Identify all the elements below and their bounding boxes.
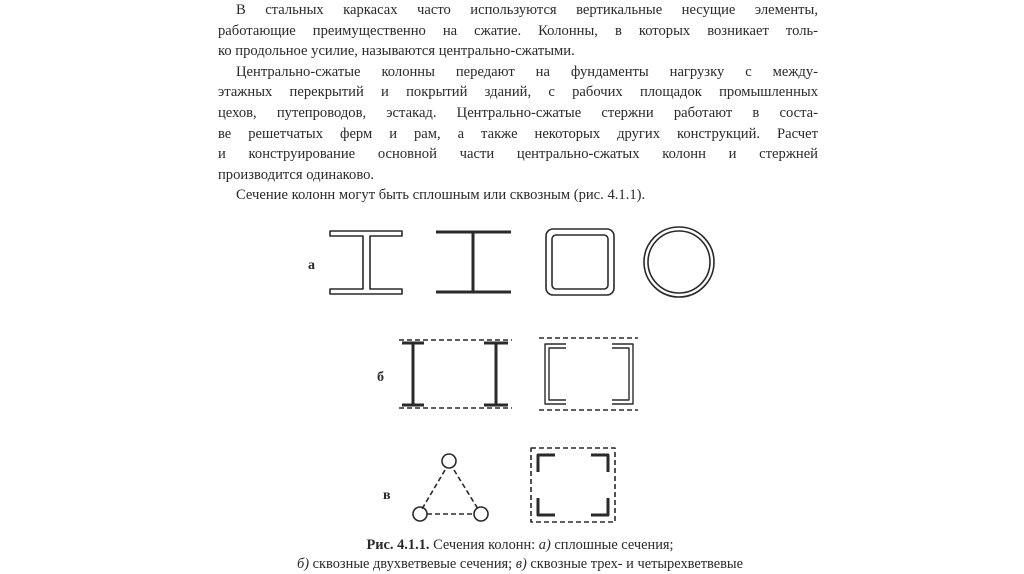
i-beam-rolled-section [436, 232, 511, 292]
square-tube-section [546, 229, 614, 295]
caption-v-text: сквозные трех- и четырехветвевые [530, 556, 743, 572]
two-branch-i-section [399, 340, 512, 408]
figure-caption-line-2 [240, 555, 800, 574]
caption-b-text: сквозные двухветвевые сечения; [312, 556, 513, 572]
paragraph-2-line-6: производится одинаково. [218, 166, 375, 183]
row-label-v: в [383, 488, 391, 503]
caption-number: Рис. 4.1.1. [366, 537, 430, 553]
paragraph-2-line-3: цехов, путепроводов, эстакад. Центрально-сжатые стержни работают в соста- [218, 104, 818, 121]
paragraph-3-line-1: Сечение колонн могут быть сплошным или сквозным (рис. 4.1.1). [236, 187, 646, 204]
caption-a-text: сплошные сечения; [554, 537, 674, 553]
caption-title: Сечения колонн: [433, 537, 536, 553]
paragraph-2-line-5: и конструирование основной части центрально-сжатых колонн и стержней [218, 146, 818, 163]
caption-b-letter: б) [297, 556, 310, 572]
paragraph-2-line-1: Центрально-сжатые колонны передают на фундаменты нагрузку с между- [236, 63, 818, 80]
paragraph-2-line-2: этажных перекрытий и покрытий зданий, с рабочих площадок промышленных [218, 84, 818, 101]
caption-v-letter: в) [515, 556, 527, 572]
paragraph-1-line-2: работающие преимущественно на сжатие. Колонны, в которых возникает толь- [218, 22, 818, 39]
caption-a-letter: а) [538, 537, 551, 553]
four-branch-section [531, 448, 615, 522]
row-label-b: б [377, 370, 384, 385]
row-label-a: а [308, 258, 315, 273]
paragraph-1-line-3: ко продольное усилие, называются центрально-сжатыми. [218, 43, 575, 60]
round-tube-section [644, 227, 714, 297]
paragraph-1-line-1: В стальных каркасах часто используются вертикальные несущие элементы, [236, 2, 818, 18]
three-branch-section [413, 454, 488, 521]
two-branch-channel-section [539, 338, 638, 410]
paragraph-2-line-4: ве решетчатых ферм и рам, а также некоторых других конструкций. Расчет [218, 125, 818, 142]
i-beam-welded-section [330, 231, 402, 294]
figure-caption-line-1 [240, 536, 800, 555]
